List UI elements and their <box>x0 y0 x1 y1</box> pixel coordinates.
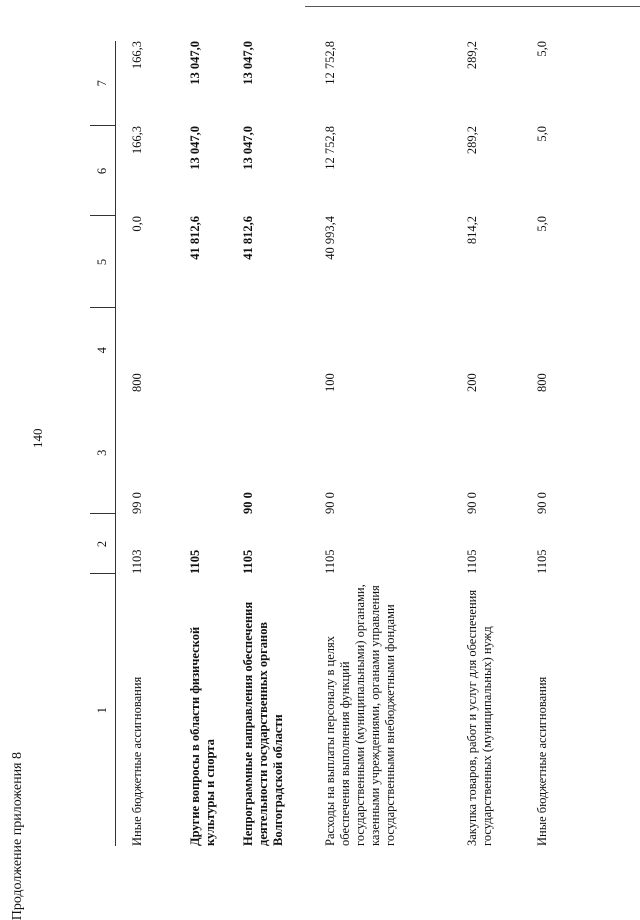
row-value-6: 13 047,0 <box>187 126 202 170</box>
row-value-6: 13 047,0 <box>240 126 255 170</box>
row-program: 90 0 <box>240 492 255 514</box>
row-program: 90 0 <box>322 492 337 514</box>
row-name: Непрограммные направления обеспечения деятельности государственных органов Волгоградской области <box>240 601 285 846</box>
row-expense-type: 800 <box>130 373 144 392</box>
row-section: 1105 <box>240 549 255 574</box>
row-program <box>174 392 227 514</box>
col-header-7: 7 <box>90 41 116 126</box>
row-value-6: 12 752,8 <box>322 126 337 170</box>
col-header-1: 1 <box>90 574 116 846</box>
row-value-5: 41 812,6 <box>240 216 255 260</box>
appendix-note: Продолжение приложения 8 <box>10 752 25 920</box>
col-header-5: 5 <box>90 216 116 308</box>
row-program: 90 0 <box>464 492 479 514</box>
col-header-6: 6 <box>90 126 116 216</box>
row-value-5: 814,2 <box>464 216 479 245</box>
row-section: 1105 <box>534 549 549 574</box>
row-value-7: 289,2 <box>464 41 479 70</box>
table-row <box>174 41 227 846</box>
table-row <box>451 41 521 846</box>
row-name: Другие вопросы в области физической культуры и спорта <box>187 626 217 846</box>
row-value-7: 13 047,0 <box>187 41 202 85</box>
row-expense-type: 200 <box>464 373 479 392</box>
page-number: 140 <box>30 428 45 448</box>
row-name: Иные бюджетные ассигнования <box>534 676 549 846</box>
table-row <box>116 41 174 846</box>
row-value-5: 40 993,4 <box>322 216 337 260</box>
header-row <box>90 41 116 846</box>
row-value-5: 5,0 <box>534 216 549 232</box>
col-header-4: 4 <box>90 308 116 392</box>
row-section: 1105 <box>464 549 479 574</box>
row-program: 90 0 <box>534 492 549 514</box>
table-row <box>227 41 309 846</box>
row-expense-type: 100 <box>322 373 337 392</box>
row-value-6: 289,2 <box>464 126 479 155</box>
row-value-5: 0,0 <box>130 216 144 232</box>
row-name: Иные бюджетные ассигнования <box>130 676 144 846</box>
row-section: 1103 <box>130 549 144 574</box>
table-row <box>309 41 451 846</box>
row-value-6: 5,0 <box>534 126 549 142</box>
table-row <box>521 41 561 846</box>
budget-table <box>90 41 561 846</box>
row-name: Расходы на выплаты персоналу в целях обеспечения выполнения функций государственными (муниципальными) органами, казенными учреждениями, органами управления государственными внебюджетными фондами <box>322 584 397 846</box>
row-section: 1105 <box>322 549 337 574</box>
row-name: Закупка товаров, работ и услуг для обеспечения государственных (муниципальных) нужд <box>464 589 494 846</box>
row-expense-type: 800 <box>534 373 549 392</box>
col-header-3: 3 <box>90 392 116 514</box>
row-expense-type <box>227 308 309 392</box>
row-value-7: 12 752,8 <box>322 41 337 85</box>
row-expense-type <box>174 308 227 392</box>
row-value-6: 166,3 <box>130 126 144 155</box>
row-value-7: 13 047,0 <box>240 41 255 85</box>
row-section: 1105 <box>187 549 202 574</box>
row-value-7: 5,0 <box>534 41 549 57</box>
row-value-5: 41 812,6 <box>187 216 202 260</box>
row-program: 99 0 <box>130 492 144 514</box>
row-value-7: 166,3 <box>130 41 144 70</box>
col-header-2: 2 <box>90 514 116 574</box>
